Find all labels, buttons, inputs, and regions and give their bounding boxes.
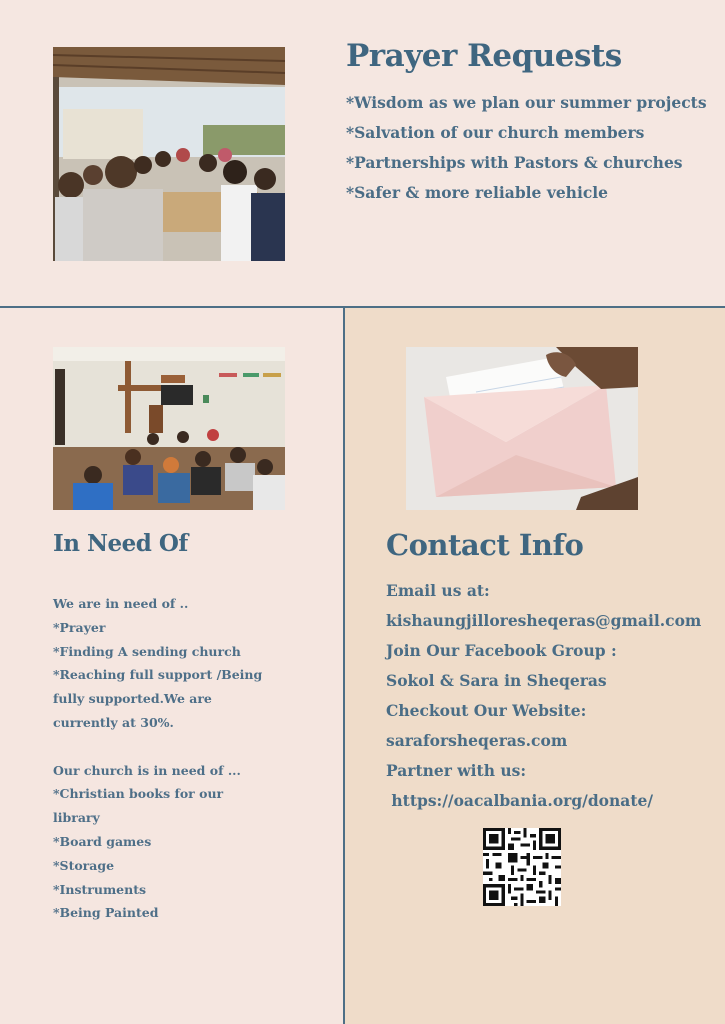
qr-code-icon <box>483 828 561 906</box>
in-need-of-title: In Need Of <box>53 530 188 557</box>
need-line: *Reaching full support /Being <box>53 667 263 683</box>
email-label: Email us at: <box>386 581 490 600</box>
facebook-label: Join Our Facebook Group : <box>386 641 617 660</box>
prayer-item: *Salvation of our church members <box>346 123 645 142</box>
website-label: Checkout Our Website: <box>386 701 587 720</box>
vertical-divider <box>343 307 345 1024</box>
prayer-item: *Wisdom as we plan our summer projects <box>346 93 707 112</box>
need-line <box>53 735 313 759</box>
need-line: *Being Painted <box>53 905 159 921</box>
prayer-item: *Safer & more reliable vehicle <box>346 183 609 202</box>
email-link[interactable]: kishaungjilloresheqeras@gmail.com <box>386 611 702 630</box>
contact-info-title: Contact Info <box>386 528 584 562</box>
photo-group-table <box>53 47 285 261</box>
prayer-item: *Partnerships with Pastors & churches <box>346 153 683 172</box>
need-line: *Prayer <box>53 619 106 635</box>
website-link[interactable]: saraforsheqeras.com <box>386 731 568 750</box>
donate-link[interactable]: https://oacalbania.org/donate/ <box>386 791 653 810</box>
need-line: currently at 30%. <box>53 714 174 730</box>
need-line: *Christian books for our <box>53 786 224 802</box>
need-line: We are in need of .. <box>53 596 189 611</box>
need-line: library <box>53 810 100 826</box>
photo-envelope <box>406 347 638 510</box>
partner-label: Partner with us: <box>386 761 527 780</box>
prayer-requests-title: Prayer Requests <box>346 38 622 74</box>
need-line: fully supported.We are <box>53 691 212 707</box>
need-list <box>53 592 313 925</box>
horizontal-divider <box>0 306 725 308</box>
photo-church-interior <box>53 347 285 510</box>
need-line: *Storage <box>53 857 115 873</box>
facebook-group: Sokol & Sara in Sheqeras <box>386 671 607 690</box>
need-line: *Finding A sending church <box>53 643 241 659</box>
need-line: Our church is in need of ... <box>53 762 241 778</box>
contact-details <box>386 576 701 816</box>
need-line: *Instruments <box>53 881 147 897</box>
need-line: *Board games <box>53 833 152 849</box>
prayer-list <box>346 88 707 208</box>
